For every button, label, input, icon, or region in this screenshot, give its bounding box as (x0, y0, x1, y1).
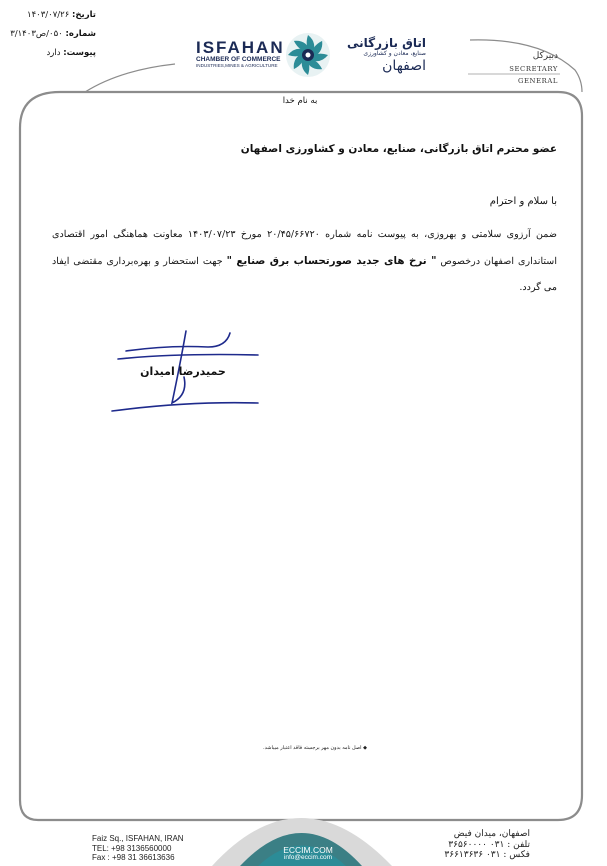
number-row (6, 25, 96, 44)
footer-fa-tel: تلفن : ۰۳۱ ۳۶۵۶۰۰۰۰ (448, 839, 530, 850)
logo-en-line2: CHAMBER OF COMMERCE (196, 56, 281, 63)
date-value: ۱۴۰۳/۰۷/۲۶ (27, 10, 70, 20)
logo-fa-line3: اصفهان (382, 58, 426, 74)
recipient: عضو محترم اتاق بازرگانی، صنایع، معادن و کشاورزی اصفهان (240, 143, 557, 155)
chamber-emblem-icon (283, 30, 333, 80)
seal-note-text: اصل نامه بدون مهر برجسته فاقد اعتبار میباشد. (263, 745, 362, 751)
secretary-en: SECRETARY GENERAL (509, 65, 558, 85)
secretary-general (468, 49, 558, 87)
date-label: تاریخ: (72, 10, 96, 20)
logo-english (196, 40, 286, 69)
logo-en-name: ISFAHAN (196, 38, 285, 57)
letter-meta (6, 6, 96, 63)
attachment-row (6, 44, 96, 63)
greeting: با سلام و احترام (489, 196, 557, 207)
letter-body (52, 222, 557, 301)
logo-fa-line1: اتاق بازرگانی (347, 36, 426, 50)
number-value: ۰۵۰/ص۳/۱۴۰۳ (10, 29, 63, 39)
body-part1: ضمن آرزوی سلامتی و بهروزی، به پیوست نامه شماره ۲۰/۴۵/۶۶۷۲۰ مورخ ۱۴۰۳/۰۷/۲۳ معاونت هماهنگی امور اقتصادی استانداری اصفهان درخصوص (52, 229, 557, 267)
body-subject: " نرخ های جدید صورتحساب برق صنایع " (226, 255, 437, 267)
attachment-value: دارد (46, 48, 61, 58)
body-part2: جهت استحضار و بهره‌برداری مقتضی ایفاد می گردد. (52, 256, 557, 293)
footer-english (92, 834, 212, 863)
footer-en-tel: TEL: +98 3136560000 (92, 843, 172, 853)
date-row (6, 6, 96, 25)
logo-persian (336, 36, 426, 74)
footer-fa-fax: فکس : ۰۳۱ ۳۶۶۱۳۶۳۶ (444, 850, 530, 860)
logo-en-line3: INDUSTRIES,MINES & AGRICULTURE (196, 63, 278, 68)
bullet-icon: ◆ (363, 745, 367, 751)
signatory-name: حمیدرضا امیدان (140, 365, 226, 378)
attachment-label: پیوست: (63, 48, 96, 58)
footer-en-fax: Fax : +98 31 36613636 (92, 853, 175, 862)
logo-fa-line2: صنایع، معادن و کشاورزی (363, 50, 426, 57)
secretary-fa: دبیرکل (532, 51, 558, 61)
number-label: شماره: (65, 29, 96, 39)
website-link[interactable]: ECCIM.COM (283, 845, 333, 855)
seal-note (240, 745, 390, 751)
footer-web (258, 846, 358, 862)
basmala: به نام خدا (282, 96, 318, 106)
email-link[interactable]: info@eccim.com (283, 854, 333, 861)
footer-persian (400, 829, 530, 861)
footer-fa-address: اصفهان، میدان فیض (453, 829, 530, 839)
footer-en-address: Faiz Sq., ISFAHAN, IRAN (92, 834, 184, 843)
